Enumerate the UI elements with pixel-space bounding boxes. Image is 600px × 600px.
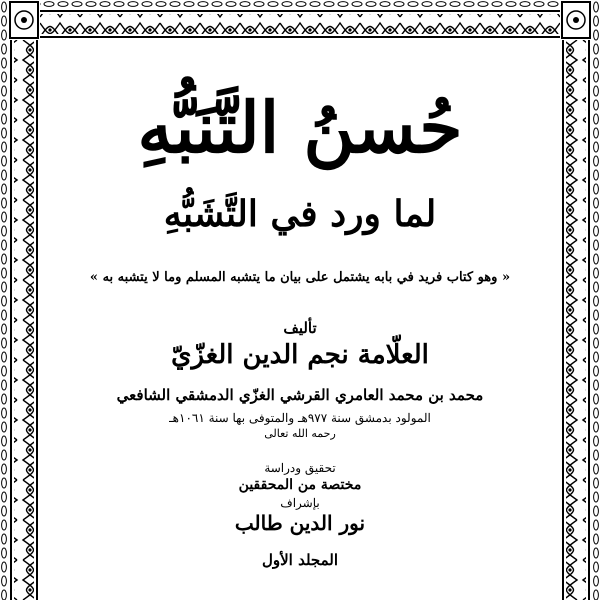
author-dates: المولود بدمشق سنة ٩٧٧هـ والمتوفى بها سنة ١٠٦١هـ — [169, 411, 431, 425]
top-knot-strip — [40, 14, 560, 34]
volume-label: المجلد الأول — [261, 551, 339, 569]
right-bead-strip — [592, 0, 600, 600]
author-prayer: رحمه الله تعالى — [264, 427, 336, 440]
top-bead-strip — [40, 0, 560, 8]
left-bead-strip — [0, 0, 8, 600]
study-label: تحقيق ودراسة — [264, 461, 336, 475]
author-full-name: محمد بن محمد العامري القرشي الغزّي الدمشقي الشافعي — [116, 386, 484, 404]
book-description: « وهو كتاب فريد في بابه يشتمل على بيان ما يتشبه المسلم وما لا يتشبه به » — [89, 270, 511, 285]
book-subtitle: لما ورد في التَّشَبُّهِ — [163, 193, 437, 235]
supervisor-name: نور الدين طالب — [234, 511, 366, 535]
left-knot-strip — [14, 0, 34, 600]
book-title: حُسنُ التَّنَبُّهِ — [137, 86, 463, 169]
corner-ornament-right — [560, 0, 592, 40]
supervision-label: بإشراف — [280, 496, 320, 510]
study-team: مختصة من المحققين — [238, 477, 362, 493]
author-label: تأليف — [283, 319, 317, 337]
right-knot-strip — [566, 0, 586, 600]
author-name: العلّامة نجم الدين الغزّيّ — [171, 340, 429, 370]
cover-content — [60, 40, 540, 600]
corner-ornament-left — [8, 0, 40, 40]
